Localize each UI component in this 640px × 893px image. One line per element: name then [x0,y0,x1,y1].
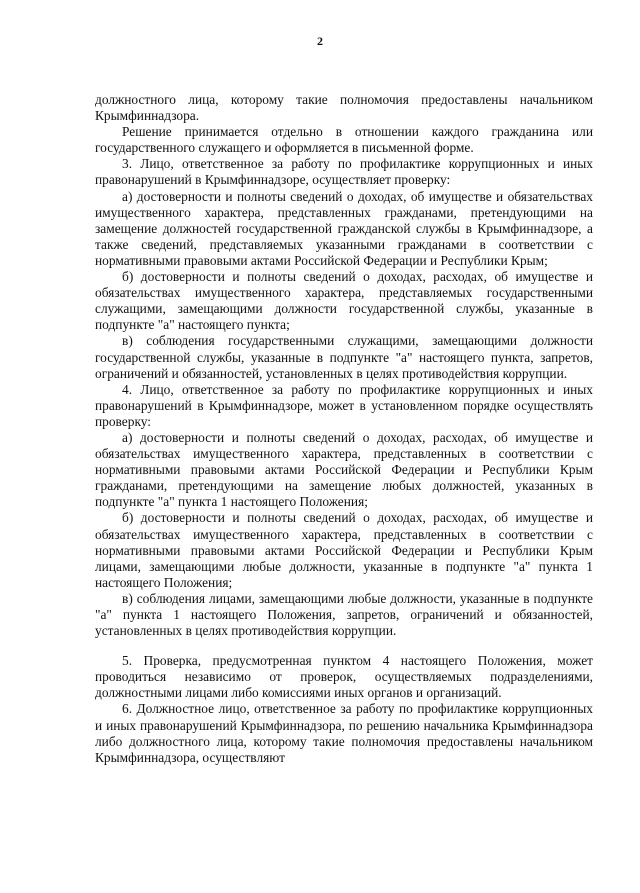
paragraph-decision: Решение принимается отдельно в отношении каждого гражданина или государственного служащего и оформляется в письменной форме. [95,124,593,156]
paragraph-item-5: 5. Проверка, предусмотренная пунктом 4 настоящего Положения, может проводиться независимо от проверок, осуществляемых подразделениями, должностными лицами либо комиссиями иных органов и организаций. [95,653,593,701]
paragraph-item-4: 4. Лицо, ответственное за работу по профилактике коррупционных и иных правонарушений в Крымфиннадзоре, может в установленном порядке осуществлять проверку: [95,381,593,429]
paragraph-continuation: должностного лица, которому такие полномочия предоставлены начальником Крымфиннадзора. [95,92,593,124]
paragraph-item-4c: в) соблюдения лицами, замещающими любые должности, указанные в подпункте "а" пункта 1 настоящего Положения, запретов, ограничений и обязанностей, установленных в целях противодействия коррупции. [95,590,593,639]
paragraph-item-3b: б) достоверности и полноты сведений о доходах, расходах, об имуществе и обязательствах имущественного характера, представляемых государственными служащими, замещающими должности государственной службы, указанные в подпункте "а" настоящего пункта; [95,269,593,333]
paragraph-item-4b: б) достоверности и полноты сведений о доходах, расходах, об имуществе и обязательствах имущественного характера, представленных в соответствии с нормативными правовыми актами Российской Федерации и Республики Крым лицами, замещающими любые должности, указанные в подпункте "а" пункта 1 настоящего Положения; [95,510,593,590]
paragraph-item-3c: в) соблюдения государственными служащими, замещающими должности государственной службы, указанные в подпункте "а" настоящего пункта, запретов, ограничений и обязанностей, установленных в целях противодействия коррупции. [95,333,593,381]
paragraph-item-3: 3. Лицо, ответственное за работу по профилактике коррупционных и иных правонарушений в Крымфиннадзоре, осуществляет проверку: [95,156,593,188]
page-number: 2 [317,34,323,48]
paragraph-item-3a: а) достоверности и полноты сведений о доходах, об имуществе и обязательствах имущественного характера, представленных гражданами, претендующими на замещение должностей государственной гражданской службы в Крымфиннадзоре, а также сведений, представляемых указанными гражданами в соответствии с нормативными правовыми актами Российской Федерации и Республики Крым; [95,188,593,268]
paragraph-item-4a: а) достоверности и полноты сведений о доходах, расходах, об имуществе и обязательствах имущественного характера, представленных в соответствии с нормативными правовыми актами Российской Федерации и Республики Крым гражданами, претендующими на замещение любых должностей, указанных в подпункте "а" пункта 1 настоящего Положения; [95,429,593,510]
paragraph-item-6: 6. Должностное лицо, ответственное за работу по профилактике коррупционных и иных правонарушений Крымфиннадзора, по решению начальника Крымфиннадзора либо должностного лица, которому такие полномочия предоставлены начальником Крымфиннадзора, осуществляют [95,701,593,765]
document-body [95,92,593,766]
paragraph-spacer [95,639,593,653]
